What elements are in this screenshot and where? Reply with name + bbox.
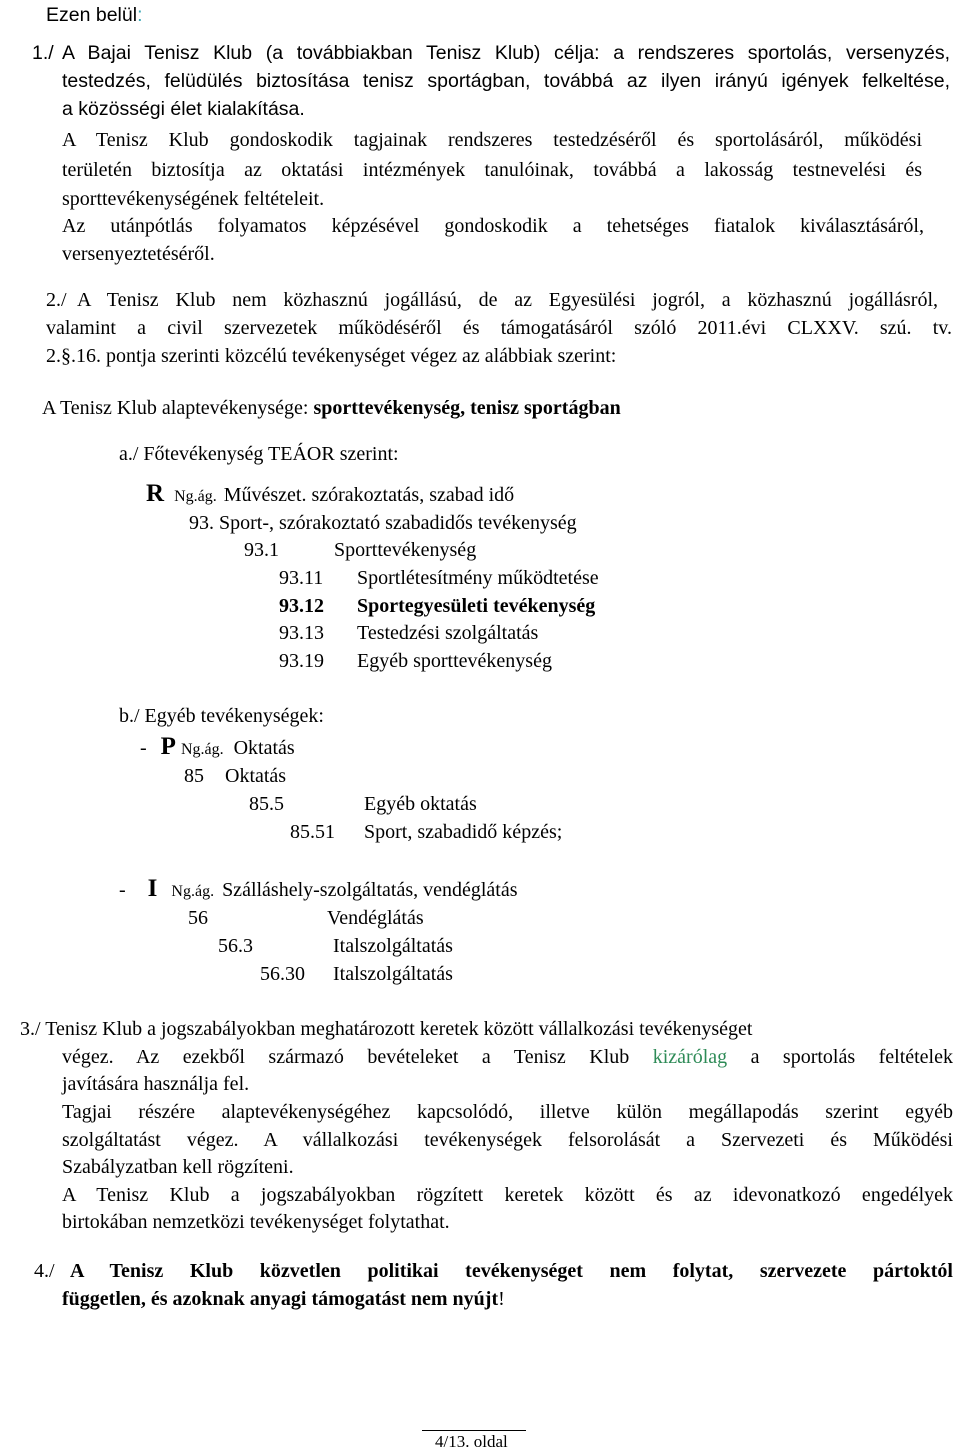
section-3-line-3: javítására használja fel.	[62, 1073, 250, 1095]
main-item-code-5: 93.13	[279, 622, 324, 644]
section-3-line-2-a: végez. Az ezekből származó bevételeket a Tenisz Klub	[62, 1046, 653, 1068]
section-3-line-7: A Tenisz Klub a jogszabályokban rögzített keretek között és az idevonatkozó engedélyek	[62, 1184, 953, 1206]
main-item-code-4: 93.12	[279, 595, 324, 617]
section-3-line-6: Szabályzatban kell rögzíteni.	[62, 1156, 294, 1178]
section-1-line-5: területén biztosítja az oktatási intézmények tanulóinak, továbbá a lakosság testnevelési és	[62, 159, 922, 181]
other-p-code-1: 85	[184, 765, 204, 787]
main-item-label-4: Sportegyesületi tevékenység	[357, 595, 596, 617]
main-branch-ng: Ng.ág.	[174, 488, 217, 505]
section-3-line-2-c: a sportolás feltételek	[727, 1046, 953, 1068]
other-i-name: Szálláshely-szolgáltatás, vendéglátás	[222, 879, 518, 901]
other-p-letter: P	[160, 733, 176, 760]
section-2-line-1: A Tenisz Klub nem közhasznú jogállású, de az Egyesülési jogról, a közhasznú jogállásról,	[77, 289, 938, 311]
section-2-number: 2./	[46, 289, 67, 311]
other-p-code-2: 85.5	[249, 793, 284, 815]
section-3-line-5: szolgáltatást végez. A vállalkozási tevékenységek felsorolását a Szervezeti és Működési	[62, 1129, 953, 1151]
section-4-line-2-text: független, és azoknak anyagi támogatást nem nyújt	[62, 1288, 499, 1310]
other-p-label-2: Egyéb oktatás	[364, 793, 477, 815]
main-item-code-3: 93.11	[279, 567, 324, 589]
other-p-name: Oktatás	[233, 737, 295, 759]
other-i-letter: I	[147, 875, 158, 902]
main-item-1	[189, 511, 577, 535]
base-activity-value: sporttevékenység, tenisz sportágban	[313, 397, 621, 419]
section-1-line-4: A Tenisz Klub gondoskodik tagjainak rendszeres testedzéséről és sportolásáról, működési	[62, 129, 922, 151]
section-1-line-2: testedzés, felüdülés biztosítása tenisz sportágban, továbbá az ilyen irányú igények felkeltése,	[62, 70, 950, 92]
section-1-line-7: Az utánpótlás folyamatos képzésével gondoskodik a tehetséges fiatalok kiválasztásáról,	[62, 215, 924, 237]
other-branch-p	[140, 735, 295, 762]
section-4-line-1: A Tenisz Klub közvetlen politikai tevékenységet nem folytat, szervezete pártoktól	[70, 1260, 953, 1282]
other-i-label-3: Italszolgáltatás	[333, 963, 453, 985]
other-i-code-2: 56.3	[218, 935, 253, 957]
page-number: 4/13. oldal	[435, 1432, 508, 1451]
main-item-1-code: 93.	[189, 512, 214, 534]
other-branch-i	[119, 877, 518, 904]
main-activity-title: a./ Főtevékenység TEÁOR szerint:	[119, 443, 399, 465]
section-2-line-2: valamint a civil szervezetek működéséről és támogatásáról szóló 2011.évi CLXXV. szú. tv.	[46, 317, 952, 339]
main-branch-letter: R	[146, 480, 165, 507]
base-activity	[42, 396, 621, 420]
other-p-ng: Ng.ág.	[180, 741, 224, 758]
main-item-code-6: 93.19	[279, 650, 324, 672]
intro-text: Ezen belül	[46, 4, 138, 26]
other-p-label-3: Sport, szabadidő képzés;	[364, 821, 563, 843]
other-i-label-2: Italszolgáltatás	[333, 935, 453, 957]
other-p-code-3: 85.51	[290, 821, 335, 843]
footer-rule	[422, 1430, 526, 1431]
main-item-label-5: Testedzési szolgáltatás	[357, 622, 539, 644]
other-i-dash: -	[119, 879, 126, 901]
other-activity-title: b./ Egyéb tevékenységek:	[119, 705, 324, 727]
section-1-line-1: A Bajai Tenisz Klub (a továbbiakban Tenisz Klub) célja: a rendszeres sportolás, versenyzés,	[62, 42, 950, 64]
section-3-line-2	[62, 1045, 953, 1069]
section-4-line-2	[62, 1287, 505, 1311]
main-branch-name: Művészet. szórakoztatás, szabad idő	[223, 484, 515, 506]
other-i-code-3: 56.30	[260, 963, 305, 985]
section-1-line-3: a közösségi élet kialakítása.	[62, 98, 305, 120]
main-item-1-label: Sport-, szórakoztató szabadidős tevékenység	[219, 512, 577, 534]
main-item-label-2: Sporttevékenység	[334, 539, 477, 561]
intro-line	[46, 3, 143, 27]
section-3-line-4: Tagjai részére alaptevékenységéhez kapcsolódó, illetve külön megállapodás szerint egyéb	[62, 1101, 953, 1123]
section-3-line-1: 3./ Tenisz Klub a jogszabályokban meghatározott keretek között vállalkozási tevékenységet	[20, 1018, 753, 1040]
section-1-number: 1./	[32, 42, 54, 64]
other-p-dash: -	[140, 737, 147, 759]
main-branch	[146, 482, 514, 509]
other-i-label-1: Vendéglátás	[327, 907, 424, 929]
main-item-code-2: 93.1	[244, 539, 279, 561]
section-4-number: 4./	[34, 1260, 55, 1282]
section-1-line-6: sporttevékenységének feltételeit.	[62, 188, 325, 210]
main-item-label-6: Egyéb sporttevékenység	[357, 650, 552, 672]
section-3-highlight: kizárólag	[652, 1046, 728, 1068]
section-2-line-3: 2.§.16. pontja szerinti közcélú tevékenységet végez az alábbiak szerint:	[46, 345, 617, 367]
section-4-line-2-end: !	[498, 1288, 505, 1310]
other-i-code-1: 56	[188, 907, 208, 929]
other-i-ng: Ng.ág.	[171, 883, 215, 900]
other-p-label-1: Oktatás	[225, 765, 287, 787]
section-3-line-8: birtokában nemzetközi tevékenységet folytathat.	[62, 1211, 450, 1233]
main-item-label-3: Sportlétesítmény működtetése	[357, 567, 599, 589]
intro-colon: :	[137, 4, 143, 26]
base-activity-label: A Tenisz Klub alaptevékenysége:	[42, 397, 314, 419]
section-1-line-8: versenyeztetéséről.	[62, 243, 215, 265]
